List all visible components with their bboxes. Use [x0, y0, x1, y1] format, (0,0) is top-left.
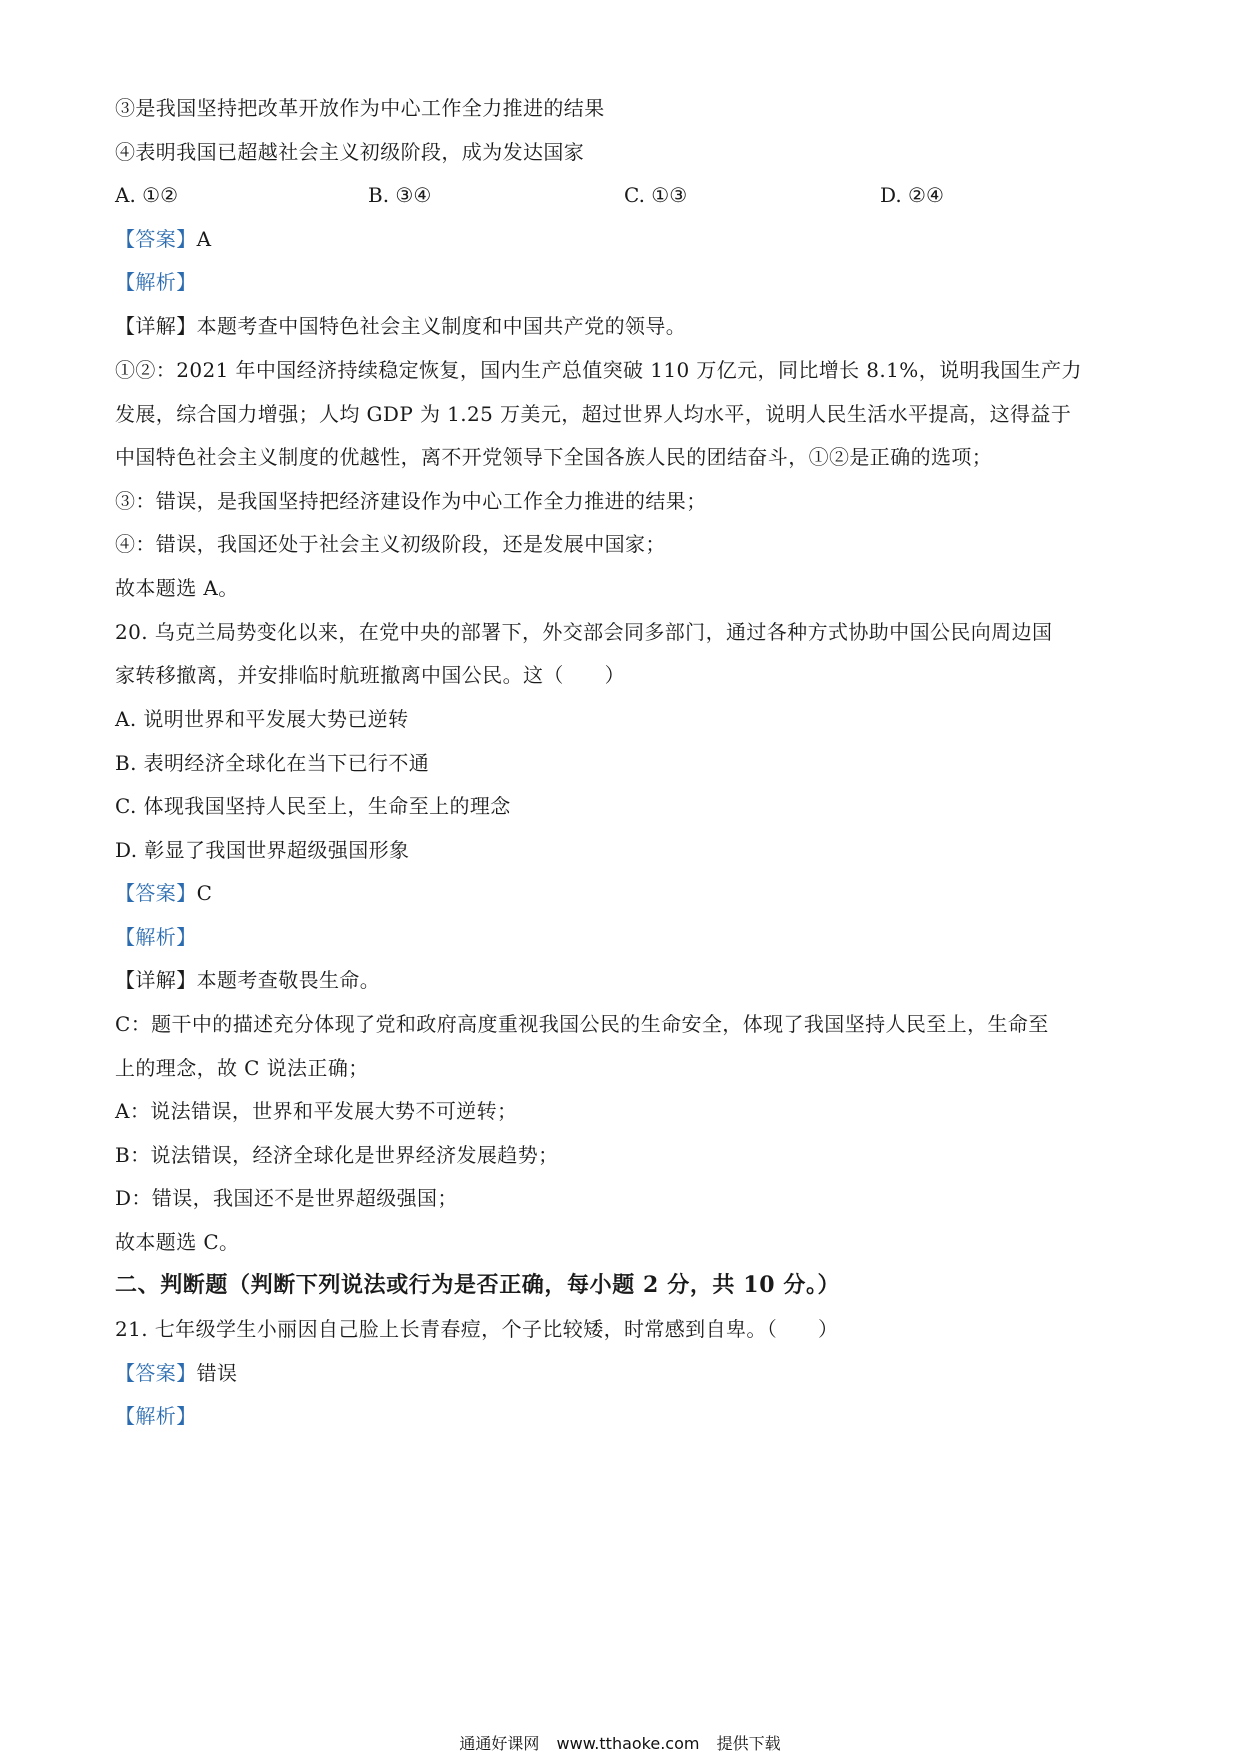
page-footer: [0, 1734, 1240, 1754]
q20-conclusion: 故本题选 C。: [115, 1230, 240, 1254]
q20-analysis-row: [115, 923, 197, 951]
q20-detail-row: [115, 966, 380, 994]
footer-suffix: 提供下载: [716, 1734, 781, 1753]
q19-explanation-line: 中国特色社会主义制度的优越性，离不开党领导下全国各族人民的团结奋斗，①②是正确的选项；: [115, 445, 993, 469]
q19-explanation-line: ④：错误，我国还处于社会主义初级阶段，还是发展中国家；: [115, 532, 666, 556]
analysis-tag: 【解析】: [115, 1404, 197, 1428]
section-heading: 二、判断题（判断下列说法或行为是否正确，每小题 2 分，共 10 分。）: [115, 1272, 841, 1298]
q20-explanation-line: A：说法错误，世界和平发展大势不可逆转；: [115, 1099, 518, 1123]
q21-answer-row: [115, 1359, 237, 1387]
q19-explanation-line: ③：错误，是我国坚持把经济建设作为中心工作全力推进的结果；: [115, 489, 707, 513]
q19-conclusion: 故本题选 A。: [115, 576, 239, 600]
q20-stem-line-2: 家转移撤离，并安排临时航班撤离中国公民。这（ ）: [115, 663, 625, 687]
q19-choice-b: B. ③④: [368, 183, 432, 207]
detail-tag: 【详解】: [115, 968, 197, 992]
q20-explanation-line: B：说法错误，经济全球化是世界经济发展趋势；: [115, 1143, 559, 1167]
q19-analysis-row: [115, 268, 197, 296]
q19-answer-row: [115, 225, 211, 253]
detail-text: 本题考查敬畏生命。: [196, 968, 381, 992]
q20-explanation-line: 上的理念，故 C 说法正确；: [115, 1056, 369, 1080]
q19-choice-d: D. ②④: [880, 183, 944, 207]
q19-detail-row: [115, 312, 686, 340]
q19-explanation-line: 发展，综合国力增强；人均 GDP 为 1.25 万美元，超过世界人均水平，说明人民生活水平提高，这得益于: [115, 402, 1072, 426]
detail-text: 本题考查中国特色社会主义制度和中国共产党的领导。: [196, 314, 687, 338]
answer-value: 错误: [196, 1361, 238, 1385]
analysis-tag: 【解析】: [115, 925, 197, 949]
answer-tag: 【答案】: [115, 881, 197, 905]
q19-option-item-3: ③是我国坚持把改革开放作为中心工作全力推进的结果: [115, 96, 605, 120]
q21-stem: 21. 七年级学生小丽因自己脸上长青春痘，个子比较矮，时常感到自卑。（ ）: [115, 1317, 839, 1341]
answer-tag: 【答案】: [115, 1361, 197, 1385]
q20-choice-d: D. 彰显了我国世界超级强国形象: [115, 838, 410, 862]
answer-value: A: [196, 227, 212, 251]
analysis-tag: 【解析】: [115, 270, 197, 294]
footer-site-name: 通通好课网: [459, 1734, 540, 1753]
q19-option-item-4: ④表明我国已超越社会主义初级阶段，成为发达国家: [115, 140, 585, 164]
detail-tag: 【详解】: [115, 314, 197, 338]
q19-explanation-line: ①②：2021 年中国经济持续稳定恢复，国内生产总值突破 110 万亿元，同比增长 8.1%，说明我国生产力: [115, 358, 1082, 382]
q20-explanation-line: D：错误，我国还不是世界超级强国；: [115, 1186, 458, 1210]
q20-choice-c: C. 体现我国坚持人民至上，生命至上的理念: [115, 794, 511, 818]
q19-choice-c: C. ①③: [624, 183, 688, 207]
answer-tag: 【答案】: [115, 227, 197, 251]
q20-explanation-line: C：题干中的描述充分体现了党和政府高度重视我国公民的生命安全，体现了我国坚持人民至上，生命至: [115, 1012, 1049, 1036]
q20-stem-line-1: 20. 乌克兰局势变化以来，在党中央的部署下，外交部会同多部门，通过各种方式协助中国公民向周边国: [115, 620, 1053, 644]
q20-choice-b: B. 表明经济全球化在当下已行不通: [115, 751, 430, 775]
q19-choice-a: A. ①②: [115, 183, 179, 207]
q21-analysis-row: [115, 1402, 197, 1430]
footer-url[interactable]: www.tthaoke.com: [556, 1734, 700, 1753]
q20-choice-a: A. 说明世界和平发展大势已逆转: [115, 707, 409, 731]
answer-value: C: [196, 881, 213, 905]
q20-answer-row: [115, 879, 212, 907]
